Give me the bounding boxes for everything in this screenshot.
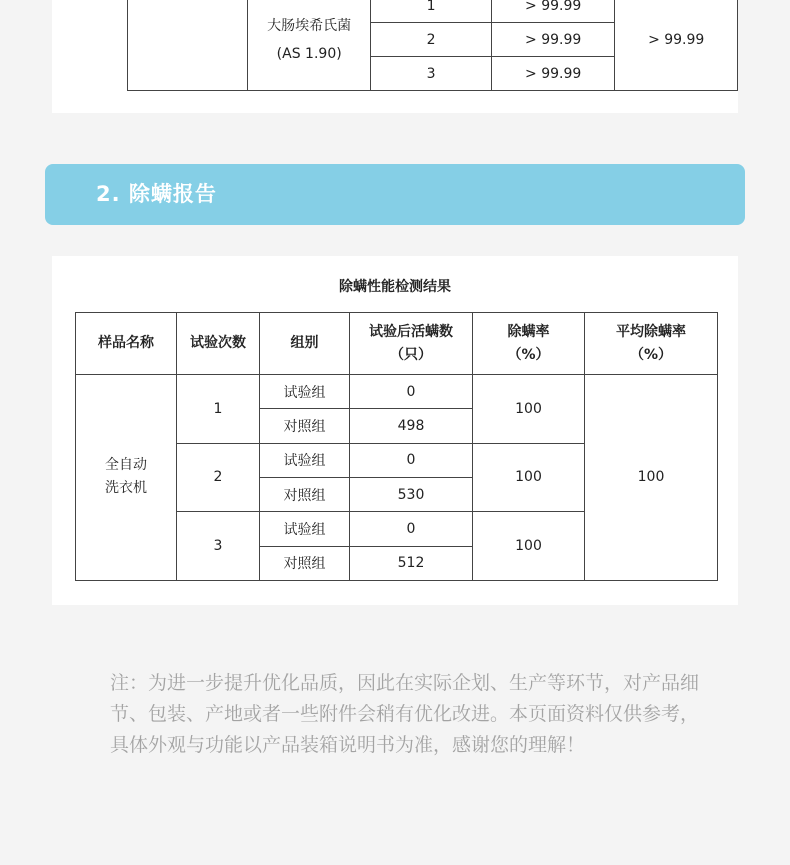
header-live-mites <box>350 313 473 375</box>
live-mite-count: 0 <box>350 375 473 409</box>
mite-table <box>75 312 718 581</box>
sample-name-line2: 洗衣机 <box>105 480 147 497</box>
header-removal-rate <box>473 313 585 375</box>
strain-name: 大肠埃希氏菌 <box>267 17 352 34</box>
section-banner <box>45 164 745 225</box>
disclaimer-note: 注：为进一步提升优化品质，因此在实际企划、生产等环节，对产品细节、包装、产地或者一些附件会稍有优化改进。本页面资料仅供参考，具体外观与功能以产品装箱说明书为准，感谢您的理解！ <box>110 672 700 756</box>
trial-number: 1 <box>177 375 260 444</box>
group-label: 对照组 <box>260 409 350 443</box>
group-label: 对照组 <box>260 546 350 580</box>
header-live-mites-line2: （只） <box>390 346 432 363</box>
kill-rate: > 99.99 <box>491 23 614 57</box>
strain-code: (AS 1.90) <box>276 45 342 62</box>
average-removal-rate: 100 <box>585 375 718 581</box>
removal-rate: 100 <box>473 375 585 444</box>
header-removal-rate-line1: 除螨率 <box>507 323 550 340</box>
group-label: 对照组 <box>260 477 350 511</box>
live-mite-count: 0 <box>350 512 473 546</box>
antibacterial-table <box>127 0 738 91</box>
header-trial-count: 试验次数 <box>177 313 260 375</box>
mite-table-title: 除螨性能检测结果 <box>339 279 451 295</box>
group-label: 试验组 <box>260 443 350 477</box>
kill-rate: > 99.99 <box>491 0 614 23</box>
group-label: 试验组 <box>260 512 350 546</box>
live-mite-count: 0 <box>350 443 473 477</box>
section-title: 2. 除螨报告 <box>96 182 217 206</box>
sample-cell <box>128 0 248 91</box>
header-removal-rate-line2: （%） <box>507 346 550 363</box>
removal-rate: 100 <box>473 443 585 512</box>
header-group: 组别 <box>260 313 350 375</box>
live-mite-count: 530 <box>350 477 473 511</box>
header-average-rate-line1: 平均除螨率 <box>616 323 686 340</box>
mite-report-card <box>52 256 738 605</box>
header-live-mites-line1: 试验后活螨数 <box>369 323 453 340</box>
group-label: 试验组 <box>260 375 350 409</box>
sample-name-line1: 全自动 <box>105 457 147 474</box>
trial-number: 2 <box>177 443 260 512</box>
trial-number: 1 <box>371 0 492 23</box>
antibacterial-card <box>52 0 738 113</box>
trial-number: 3 <box>371 57 492 91</box>
kill-rate: > 99.99 <box>491 57 614 91</box>
sample-name-cell <box>76 375 177 581</box>
table-header-row <box>76 313 718 375</box>
live-mite-count: 498 <box>350 409 473 443</box>
trial-number: 3 <box>177 512 260 581</box>
header-sample-name: 样品名称 <box>76 313 177 375</box>
trial-number: 2 <box>371 23 492 57</box>
header-average-rate <box>585 313 718 375</box>
live-mite-count: 512 <box>350 546 473 580</box>
header-average-rate-line2: （%） <box>629 346 673 363</box>
table-row <box>76 375 718 409</box>
strain-cell <box>248 0 371 91</box>
average-kill-rate: > 99.99 <box>615 0 738 91</box>
removal-rate: 100 <box>473 512 585 581</box>
